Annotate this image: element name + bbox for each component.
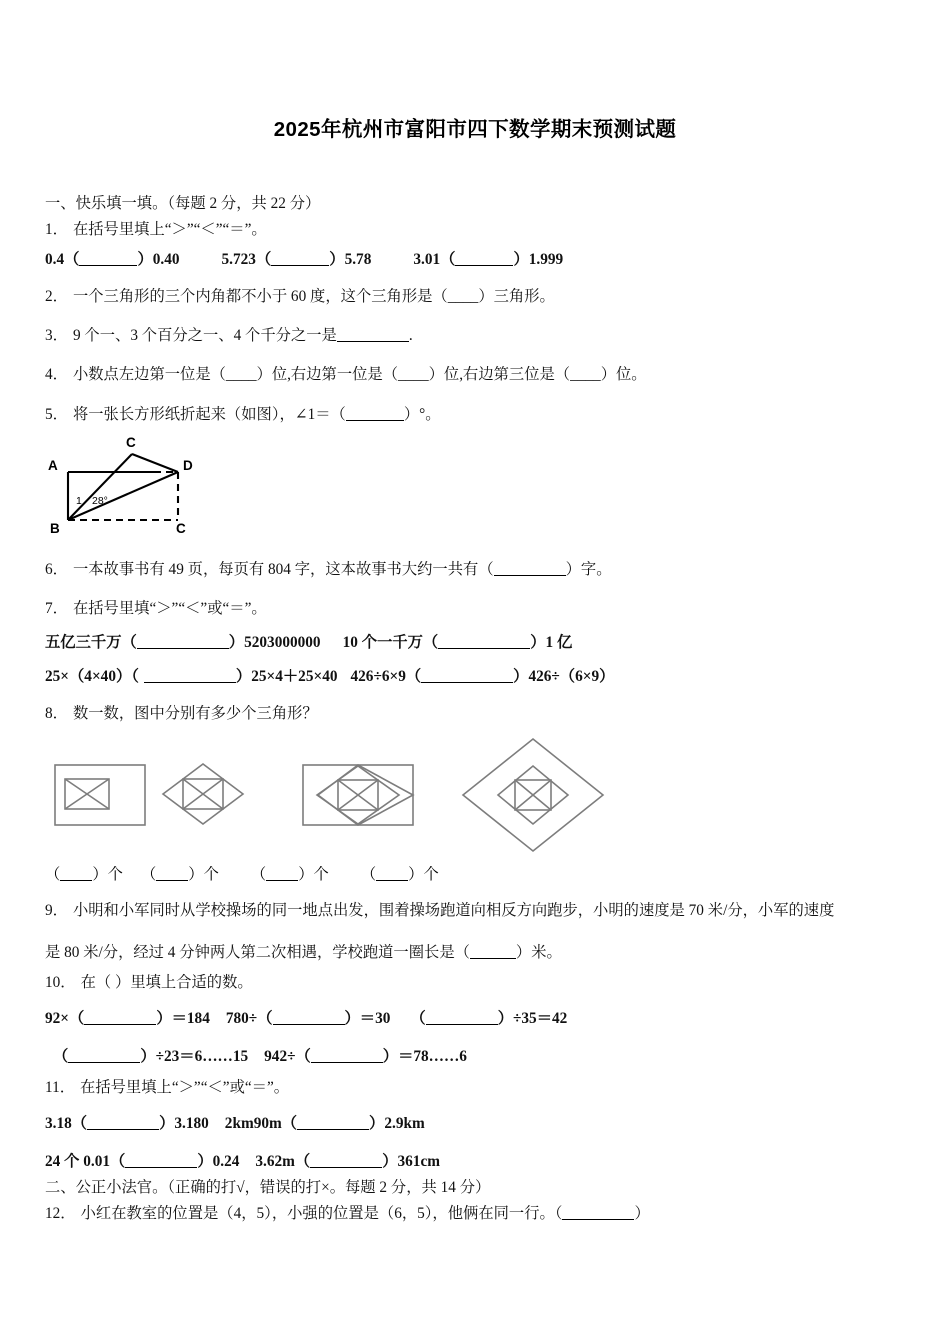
- q6-blank[interactable]: [494, 575, 566, 576]
- q10-r2-1-left: （: [53, 1047, 69, 1065]
- page-title: 2025年杭州市富阳市四下数学期末预测试题: [273, 118, 677, 141]
- section-two-block: [45, 1180, 935, 1222]
- question-3: [45, 328, 920, 343]
- q2-number: 2．: [45, 287, 68, 305]
- q12-number: 12．: [45, 1205, 76, 1223]
- q11-r1-2-left: 2km90m（: [224, 1115, 298, 1133]
- q11-r2-2-left: 3.62m（: [255, 1152, 311, 1170]
- q1-item-3-left: 3.01: [413, 250, 441, 268]
- q5-blank[interactable]: [346, 420, 404, 421]
- q8-unit-4: 个: [423, 866, 439, 883]
- q7-item-4-right: ）426÷（6×9）: [513, 667, 615, 685]
- question-7: [45, 601, 920, 616]
- q10-r2-2-right: ）＝78……6: [382, 1047, 467, 1065]
- q11-prompt: 在括号里填上“＞”“＜”或“＝”。: [80, 1079, 290, 1096]
- q10-r1-3-left: （: [410, 1010, 426, 1028]
- q10-r1-2-left: 780÷（: [225, 1010, 273, 1028]
- question-4: [45, 367, 920, 382]
- q3-period: .: [408, 327, 413, 345]
- q6-prompt-tail: ）字。: [565, 561, 612, 578]
- q8-blank-2[interactable]: [156, 880, 188, 881]
- q7-answer-row-2: [45, 669, 920, 684]
- q7-item-4-left: 426÷6×9（: [350, 667, 422, 685]
- q10-blank-5[interactable]: [311, 1062, 383, 1063]
- q7-item-3-left: 25×（4×40）（: [45, 667, 139, 685]
- q11-blank-4[interactable]: [310, 1167, 382, 1168]
- q7-number: 7．: [45, 600, 68, 618]
- q10-blank-3[interactable]: [426, 1024, 498, 1025]
- q8-blank-1[interactable]: [60, 880, 92, 881]
- q9-prompt-line1: 小明和小军同时从学校操场的同一地点出发，围着操场跑道向相反方向跑步，小明的速度是 70 米/分，小军的速度: [72, 902, 835, 919]
- q9-prompt-line2: 是 80 米/分，经过 4 分钟两人第二次相遇，学校跑道一圈长是（: [45, 944, 470, 962]
- q7-prompt: 在括号里填“＞”“＜”或“＝”。: [72, 600, 267, 618]
- q7-blank-4[interactable]: [421, 682, 513, 683]
- section-heading-one: 一、快乐填一填。（每题 2 分，共 22 分）: [45, 195, 321, 212]
- q4-number: 4．: [45, 366, 68, 384]
- q10-r1-1-left: 92×（: [45, 1010, 85, 1028]
- label-C-top: C: [126, 435, 136, 450]
- q9-line-2: [45, 945, 935, 960]
- q5-number: 5．: [45, 405, 68, 423]
- q9-prompt-line2-tail: ）米。: [515, 944, 562, 962]
- q7-blank-1[interactable]: [137, 648, 229, 649]
- q3-prompt: 9 个一、3 个百分之一、4 个千分之一是: [72, 327, 337, 345]
- q8-blank-3[interactable]: [266, 880, 298, 881]
- nested-figure-4: [55, 739, 603, 851]
- q8-unit-1: 个: [107, 866, 123, 883]
- q1-item-2-right: 5.78: [344, 250, 372, 268]
- question-9: [45, 903, 935, 961]
- label-D: D: [183, 458, 193, 473]
- q11-blank-3[interactable]: [125, 1167, 197, 1168]
- label-A: A: [48, 458, 58, 473]
- q7-item-2-right: ）1 亿: [530, 633, 573, 651]
- question-8: [45, 706, 318, 721]
- q4-prompt: 小数点左边第一位是（____）位,右边第一位是（____）位,右边第三位是（____）位。: [72, 366, 647, 384]
- q11-r2-1-left: 24 个 0.01（: [45, 1152, 126, 1170]
- q11-r2-1-right: ）0.24: [197, 1152, 240, 1170]
- section-heading-two: 二、公正小法官。（正确的打√，错误的打×。每题 2 分，共 14 分）: [45, 1179, 491, 1196]
- q8-answer-2: （ ）个: [140, 866, 219, 883]
- q9-blank[interactable]: [470, 958, 516, 959]
- q11-r1-1-right: ）3.180: [159, 1115, 209, 1133]
- q12-blank[interactable]: [562, 1219, 634, 1220]
- q1-blank-2[interactable]: [271, 265, 329, 266]
- q8-unit-3: 个: [313, 866, 329, 883]
- q8-answer-4: （ ）个: [360, 866, 439, 883]
- q5-prompt: 将一张长方形纸折起来（如图），∠1＝（: [72, 405, 346, 423]
- angle-1-label: 1: [76, 495, 82, 507]
- q7-item-1-right: ）5203000000: [228, 633, 321, 651]
- q10-answer-row-2: [45, 1049, 935, 1064]
- label-C-bottom: C: [176, 521, 186, 536]
- q1-blank-1[interactable]: [79, 265, 137, 266]
- q9-number: 9．: [45, 902, 68, 919]
- q1-number: 1．: [45, 221, 68, 239]
- q8-blank-4[interactable]: [376, 880, 408, 881]
- q6-number: 6．: [45, 561, 68, 578]
- q3-blank[interactable]: [337, 341, 409, 342]
- q10-blank-2[interactable]: [273, 1024, 345, 1025]
- q12-prompt: 小红在教室的位置是（4，5），小强的位置是（6，5），他俩在同一行。（: [80, 1205, 563, 1223]
- q10-r1-1-right: ）＝184: [156, 1010, 210, 1028]
- nested-figure-1: [65, 779, 109, 809]
- folded-rectangle-figure: [46, 432, 226, 537]
- question-12: [45, 1206, 935, 1221]
- q1-item-1-right: 0.40: [152, 250, 180, 268]
- q8-prompt: 数一数，图中分别有多少个三角形？: [72, 705, 318, 722]
- q1-item-1-left: 0.4: [45, 250, 65, 268]
- q10-prompt: 在（ ）里填上合适的数。: [80, 974, 253, 991]
- q5-prompt-tail: ）°。: [403, 405, 441, 423]
- q8-answer-3: （ ）个: [250, 866, 329, 883]
- triangle-count-figures: [55, 733, 615, 859]
- q1-item-3-right: 1.999: [528, 250, 564, 268]
- q10-blank-4[interactable]: [68, 1062, 140, 1063]
- question-6: [45, 562, 920, 577]
- q8-answer-1: （ ）个: [45, 866, 123, 883]
- q11-blank-1[interactable]: [87, 1129, 159, 1130]
- question-2: [45, 289, 920, 304]
- question-5: [45, 407, 920, 422]
- q7-item-2-left: 10 个一千万（: [342, 633, 439, 651]
- angle-28-label: 28°: [92, 495, 108, 507]
- q11-number: 11．: [45, 1079, 76, 1096]
- question-11: [45, 1080, 935, 1169]
- q2-prompt: 一个三角形的三个内角都不小于 60 度，这个三角形是（____）三角形。: [72, 287, 555, 305]
- q11-answer-row-2: [45, 1154, 935, 1169]
- q11-r1-2-right: ）2.9km: [369, 1115, 425, 1133]
- q8-answer-row: [45, 862, 439, 884]
- q8-number: 8．: [45, 705, 68, 722]
- q3-number: 3．: [45, 327, 68, 345]
- q11-blank-2[interactable]: [297, 1129, 369, 1130]
- q10-r2-2-left: 942÷（: [264, 1047, 311, 1065]
- q1-blank-3[interactable]: [455, 265, 513, 266]
- q10-answer-row-1: [45, 1011, 935, 1026]
- q1-item-2-left: 5.723: [221, 250, 256, 268]
- q11-r2-2-right: ）361cm: [382, 1152, 440, 1170]
- q1-prompt: 在括号里填上“＞”“＜”“＝”。: [72, 221, 267, 239]
- q7-blank-2[interactable]: [438, 648, 530, 649]
- q10-blank-1[interactable]: [84, 1024, 156, 1025]
- q8-unit-2: 个: [203, 866, 219, 883]
- q1-answer-line: 0.4（ ）0.40 5.723（ ）5.78 3.01（ ）1.999: [45, 250, 564, 268]
- q11-answer-row-1: [45, 1116, 935, 1131]
- questions-6-7: [45, 562, 920, 684]
- q7-answer-row-1: [45, 635, 920, 650]
- q7-item-1-left: 五亿三千万（: [45, 633, 137, 651]
- nested-figure-2: [163, 764, 243, 824]
- q10-r1-3-right: ）÷35＝42: [497, 1010, 568, 1028]
- question-10: [45, 975, 935, 1064]
- q11-r1-1-left: 3.18（: [45, 1115, 88, 1133]
- label-B: B: [50, 521, 60, 536]
- q12-prompt-tail: ）: [634, 1205, 650, 1223]
- q7-blank-3[interactable]: [144, 682, 236, 683]
- q7-item-3-right: ）25×4＋25×40: [235, 667, 338, 685]
- q10-r2-1-right: ）÷23＝6……15: [140, 1047, 249, 1065]
- nested-figure-3: [303, 765, 413, 825]
- question-1: [45, 222, 920, 237]
- exam-body: [45, 196, 920, 422]
- q6-prompt: 一本故事书有 49 页，每页有 804 字，这本故事书大约一共有（: [72, 561, 494, 578]
- q10-r1-2-right: ）＝30: [344, 1010, 391, 1028]
- q10-number: 10．: [45, 974, 76, 991]
